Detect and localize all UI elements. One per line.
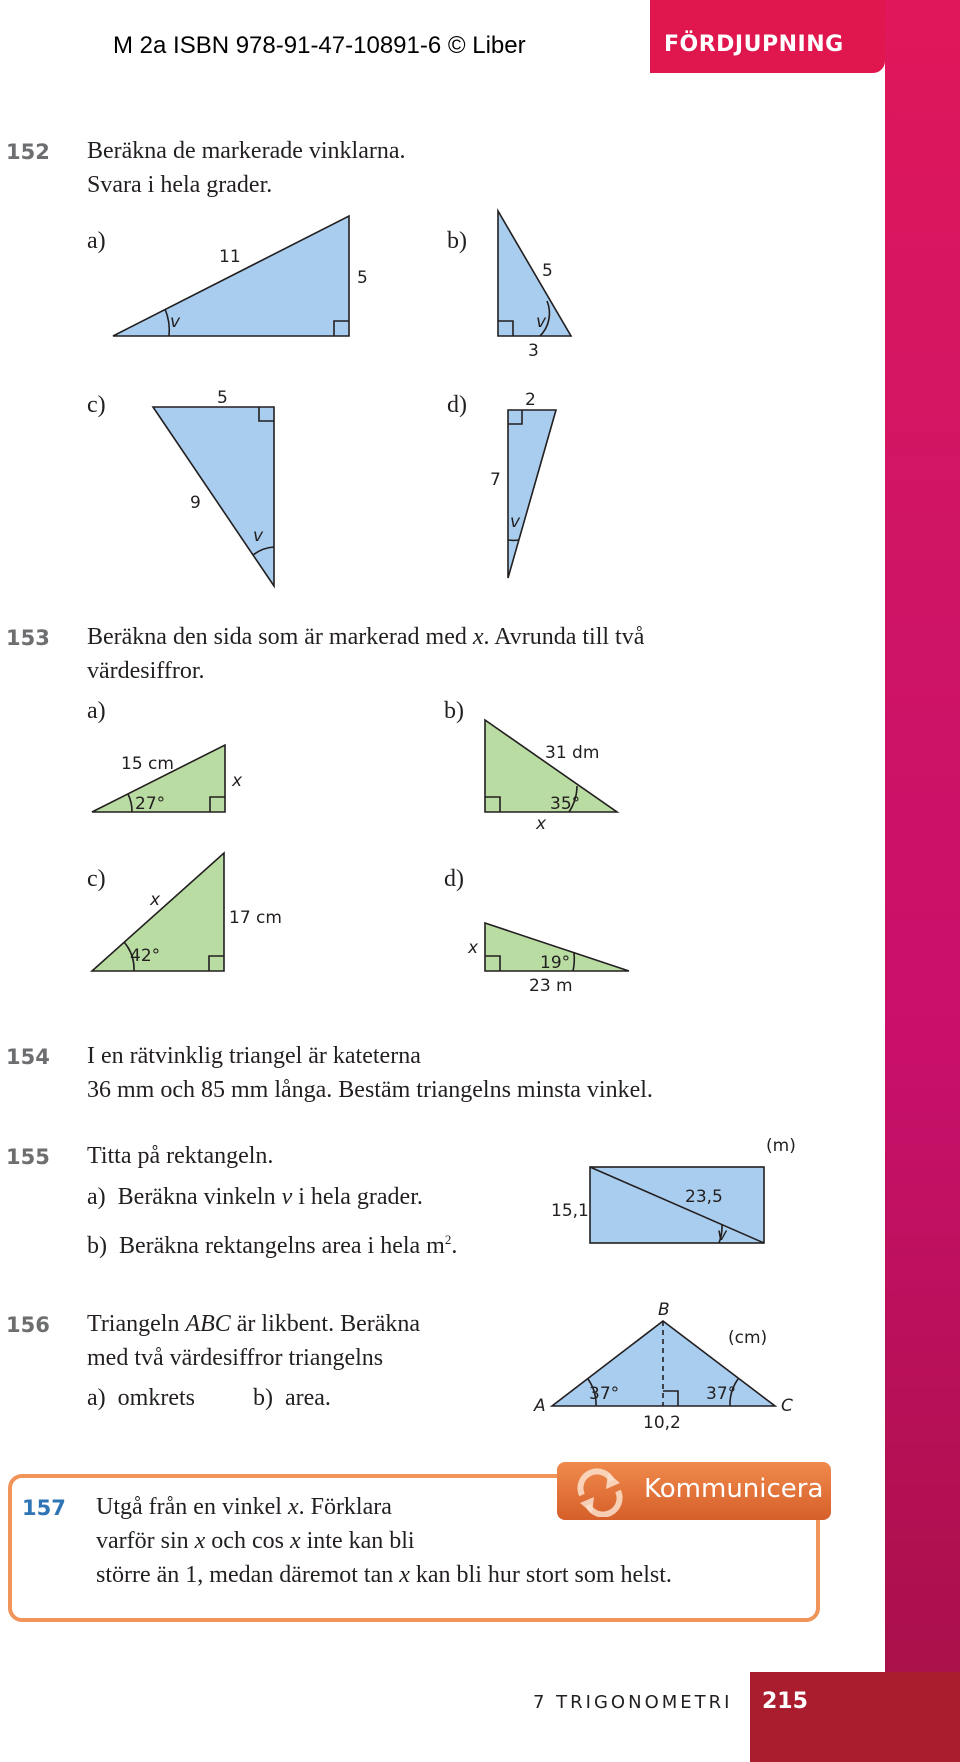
label-152b: b) bbox=[447, 228, 467, 254]
problem-156-options: a) omkrets b) area. bbox=[87, 1385, 331, 1411]
label-156-angle-left: 37° bbox=[589, 1384, 620, 1404]
problem-number-154: 154 bbox=[6, 1045, 50, 1069]
label-155-diag: 23,5 bbox=[685, 1187, 723, 1207]
label-152a-side: 5 bbox=[357, 268, 368, 288]
label-152d: d) bbox=[447, 392, 467, 418]
label-152d-side: 7 bbox=[490, 470, 501, 490]
problem-155-b: b) Beräkna rektangelns area i hela $m^2$. bbox=[87, 1232, 458, 1259]
page-number: 215 bbox=[762, 1689, 808, 1714]
problem-154-line1: I en rätvinklig triangel är kateterna bbox=[87, 1043, 421, 1069]
label-152a-hyp: 11 bbox=[219, 247, 241, 267]
label-153a-hyp: 15 cm bbox=[121, 754, 174, 774]
triangle-152b bbox=[498, 211, 571, 336]
label-153c: c) bbox=[87, 866, 106, 892]
label-153b-angle: 35° bbox=[550, 794, 581, 814]
triangle-152c bbox=[153, 407, 274, 586]
triangle-152a bbox=[113, 216, 349, 336]
problem-155-a: a) Beräkna vinkeln v i hela grader. bbox=[87, 1184, 423, 1210]
label-153d: d) bbox=[444, 866, 464, 892]
problem-155-line1: Titta på rektangeln. bbox=[87, 1143, 274, 1169]
label-153d-angle: 19° bbox=[540, 953, 571, 973]
problem-156-line2: med två värdesiffror triangelns bbox=[87, 1345, 384, 1371]
problem-number-153: 153 bbox=[6, 626, 50, 650]
label-152d-top: 2 bbox=[525, 390, 536, 410]
problem-number-157: 157 bbox=[22, 1496, 66, 1520]
label-153b-hyp: 31 dm bbox=[545, 743, 600, 763]
problem-152-line1: Beräkna de markerade vinklarna. bbox=[87, 138, 406, 164]
label-152a-angle: v bbox=[170, 312, 181, 332]
problem-number-152: 152 bbox=[6, 140, 50, 164]
label-156-base: 10,2 bbox=[643, 1413, 681, 1433]
label-152c-top: 5 bbox=[217, 388, 228, 408]
label-155-unit: (m) bbox=[766, 1136, 796, 1156]
triangle-152d bbox=[508, 410, 556, 578]
label-153c-side: 17 cm bbox=[229, 908, 282, 928]
label-152a: a) bbox=[87, 228, 106, 254]
label-156-angle-right: 37° bbox=[706, 1384, 737, 1404]
label-153c-x: x bbox=[150, 890, 161, 910]
label-153b-x: x bbox=[536, 814, 547, 834]
problem-157-line1: Utgå från en vinkel x. Förklara bbox=[96, 1494, 392, 1520]
label-153d-x: x bbox=[468, 938, 479, 958]
label-153a-angle: 27° bbox=[135, 794, 166, 814]
label-153b: b) bbox=[444, 698, 464, 724]
problem-153-line1: Beräkna den sida som är markerad med x. Avrunda till två bbox=[87, 624, 645, 650]
problem-157-line2: varför sin x och cos x inte kan bli bbox=[96, 1528, 415, 1554]
label-153a: a) bbox=[87, 698, 106, 724]
isbn-header: M 2a ISBN 978-91-47-10891-6 © Liber bbox=[113, 32, 526, 59]
label-153a-x: x bbox=[232, 771, 243, 791]
label-152b-angle: v bbox=[536, 312, 547, 332]
label-155-height: 15,1 bbox=[551, 1201, 589, 1221]
label-152c-hyp: 9 bbox=[190, 493, 201, 513]
chapter-title: 7 TRIGONOMETRI bbox=[533, 1692, 733, 1713]
label-156-B: B bbox=[658, 1300, 670, 1320]
kommunicera-label: Kommunicera bbox=[644, 1474, 824, 1504]
label-153c-angle: 42° bbox=[130, 946, 161, 966]
label-156-unit: (cm) bbox=[728, 1328, 768, 1348]
problem-154-line2: 36 mm och 85 mm långa. Bestäm triangelns minsta vinkel. bbox=[87, 1077, 653, 1103]
label-155-angle: v bbox=[717, 1225, 728, 1245]
problem-number-155: 155 bbox=[6, 1145, 50, 1169]
problem-number-156: 156 bbox=[6, 1313, 50, 1337]
label-152b-base: 3 bbox=[528, 341, 539, 361]
label-156-C: C bbox=[781, 1396, 793, 1416]
label-152c: c) bbox=[87, 392, 106, 418]
label-152d-angle: v bbox=[510, 512, 521, 532]
problem-153-line2: värdesiffror. bbox=[87, 658, 205, 684]
label-153d-base: 23 m bbox=[529, 976, 573, 996]
label-152c-angle: v bbox=[253, 526, 264, 546]
problem-157-line3: större än 1, medan däremot tan x kan bli hur stort som helst. bbox=[96, 1562, 672, 1588]
problem-156-line1: Triangeln ABC är likbent. Beräkna bbox=[87, 1311, 421, 1337]
section-label: FÖRDJUPNING bbox=[664, 32, 844, 57]
problem-152-line2: Svara i hela grader. bbox=[87, 172, 273, 198]
label-152b-hyp: 5 bbox=[542, 261, 553, 281]
label-156-A: A bbox=[534, 1396, 546, 1416]
